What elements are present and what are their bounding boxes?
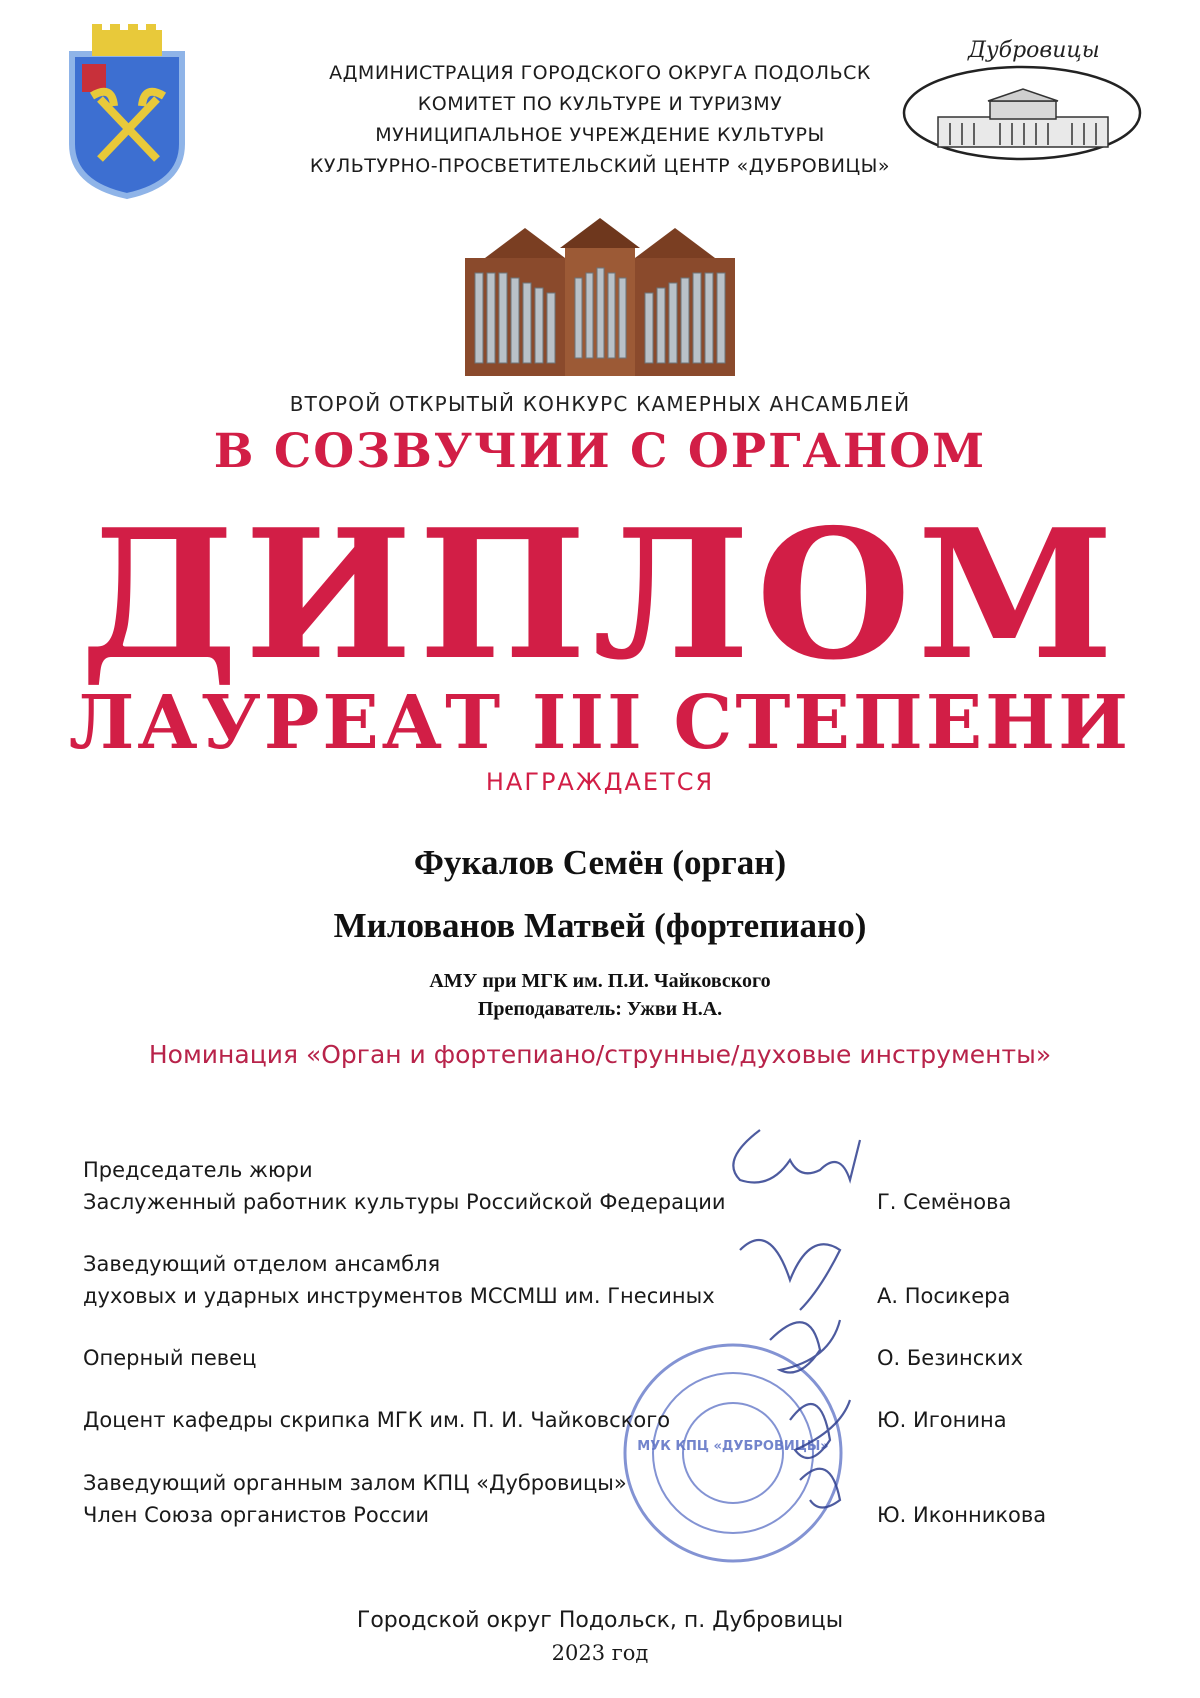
jury-title: Председатель жюри <box>83 1158 313 1182</box>
stamp-center-text: МУК КПЦ «ДУБРОВИЦЫ» <box>637 1439 829 1454</box>
contest-name: В СОЗВУЧИИ С ОРГАНОМ <box>213 424 987 479</box>
contest-subtitle: ВТОРОЙ ОТКРЫТЫЙ КОНКУРС КАМЕРНЫХ АНСАМБЛЕЙ <box>289 392 911 416</box>
header-line: МУНИЦИПАЛЬНОЕ УЧРЕЖДЕНИЕ КУЛЬТУРЫ <box>375 124 825 146</box>
jury-title: духовых и ударных инструментов МССМШ им. Гнесиных <box>83 1284 715 1308</box>
jury-member-name: А. Посикера <box>877 1284 1011 1308</box>
header-line: КОМИТЕТ ПО КУЛЬТУРЕ И ТУРИЗМУ <box>417 93 783 115</box>
laureate-degree: ЛАУРЕАТ III СТЕПЕНИ <box>69 680 1131 766</box>
nomination: Номинация «Орган и фортепиано/струнные/духовые инструменты» <box>148 1040 1052 1069</box>
jury-member-name: Ю. Иконникова <box>877 1503 1047 1527</box>
jury-title: Доцент кафедры скрипка МГК им. П. И. Чайковского <box>83 1408 671 1432</box>
organizer-header <box>260 58 940 182</box>
footer-year: 2023 год <box>551 1641 649 1665</box>
header-line: АДМИНИСТРАЦИЯ ГОРОДСКОГО ОКРУГА ПОДОЛЬСК <box>329 62 871 84</box>
dubrovitsy-logo-icon <box>900 45 1145 165</box>
jury-title: Заведующий органным залом КПЦ «Дубровицы» <box>83 1471 627 1495</box>
jury-title: Оперный певец <box>83 1346 257 1370</box>
jury-title: Член Союза органистов России <box>83 1503 430 1527</box>
pipe-organ-illustration <box>465 218 735 376</box>
jury-member-name: Ю. Игонина <box>877 1408 1007 1432</box>
awarded-label: НАГРАЖДАЕТСЯ <box>485 768 715 796</box>
dubrovitsy-logo-text: Дубровицы <box>968 38 1100 63</box>
jury-signatures <box>700 1120 960 1520</box>
institution-name: АМУ при МГК им. П.И. Чайковского <box>429 970 771 992</box>
jury-title: Заведующий отделом ансамбля <box>83 1252 441 1276</box>
jury-member-name: Г. Семёнова <box>877 1190 1012 1214</box>
jury-member-name: О. Безинских <box>877 1346 1024 1370</box>
footer-place: Городской округ Подольск, п. Дубровицы <box>356 1608 844 1633</box>
podolsk-coat-of-arms-icon <box>52 24 202 202</box>
recipient-name: Фукалов Семён (орган) <box>413 843 787 882</box>
jury-title: Заслуженный работник культуры Российской Федерации <box>83 1190 726 1214</box>
teacher-name: Преподаватель: Ужви Н.А. <box>477 998 723 1020</box>
diploma-title: ДИПЛОМ <box>79 490 1121 699</box>
header-line: КУЛЬТУРНО-ПРОСВЕТИТЕЛЬСКИЙ ЦЕНТР «ДУБРОВИЦЫ» <box>309 155 891 177</box>
recipient-name: Милованов Матвей (фортепиано) <box>333 906 867 945</box>
